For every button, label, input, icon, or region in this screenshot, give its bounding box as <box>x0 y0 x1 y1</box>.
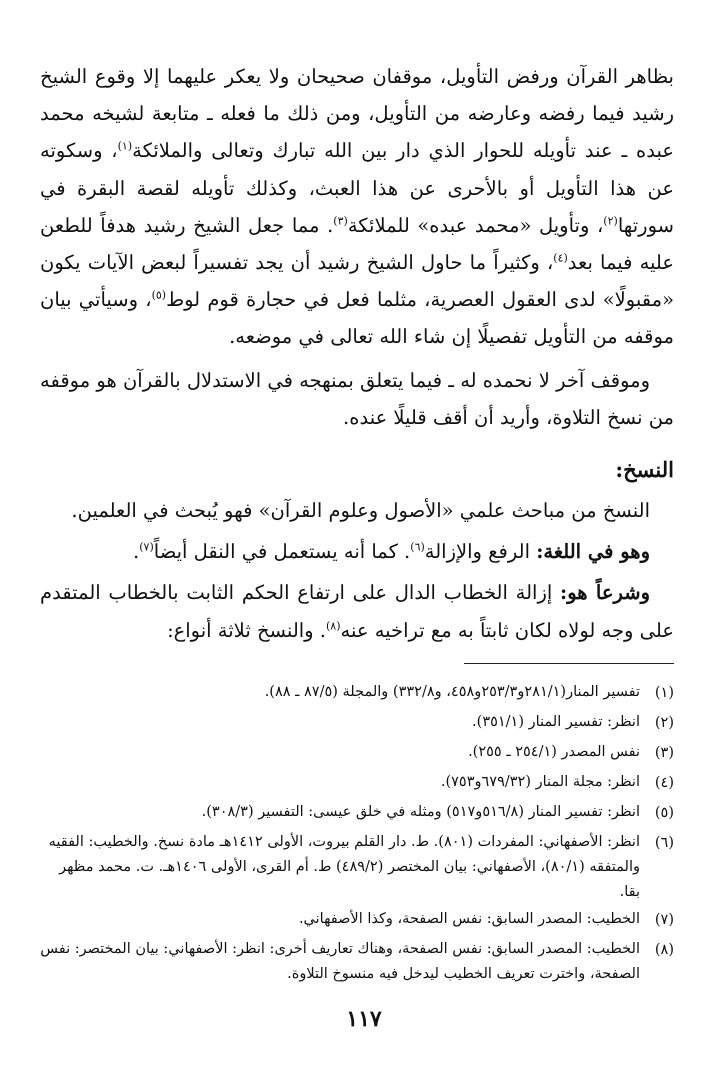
paragraph-1-text-b: ، وسكوته عن هذا التأويل أو بالأحرى عن هذا العبث، وكذلك تأويله لقصة البقرة في سورتها <box>40 139 674 237</box>
section-heading-naskh: النسخ: <box>615 457 674 483</box>
footnote-text: انظر: الأصفهاني: المفردات (٨٠١). ط. دار القلم بيروت، الأولى ١٤١٢هـ مادة نسخ. والخطيب: الفقيه والمتفقه (٨٠/١)، الأصفهاني: بيان المختصر (٤٨٩/٢) ط. أم القرى، الأولى ١٤٠٦هـ. ت. محمد مظهر بقا. <box>48 833 640 900</box>
paragraph-1-text-a: بظاهر القرآن ورفض التأويل، موقفان صحيحان ولا يعكر عليهما إلا وقوع الشيخ رشيد فيما رفضه وعارضه من التأويل، ومن ذلك ما فعله ـ متابعة لشيخه محمد عبده ـ عند تأويله للحوار الذي دار بين الله تبارك وتعالى والملائكة <box>40 65 674 163</box>
paragraph-1-text-c: ، وتأويل «محمد عبده» للملائكة <box>347 213 604 237</box>
footnote-number: (٢) <box>654 714 674 731</box>
footnote-separator <box>464 663 674 664</box>
footnote-number: (٧) <box>654 911 674 928</box>
footnote-number: (٤) <box>654 774 674 791</box>
footnote-number: (١) <box>654 684 674 701</box>
footnote-item <box>40 678 674 708</box>
footnote-ref-3[interactable]: (٣) <box>333 214 348 228</box>
paragraph-5-end: . والنسخ ثلاثة أنواع: <box>167 618 326 642</box>
page-body <box>40 58 674 1068</box>
footnote-list <box>40 678 674 987</box>
footnote-item <box>40 935 674 987</box>
paragraph-2: وموقف آخر لا نحمده له ـ فيما يتعلق بمنهجه في الاستدلال بالقرآن هو موقفه من نسخ التلاوة، وأريد أن أقف قليلًا عنده. <box>40 368 674 429</box>
footnote-number: (٦) <box>654 834 674 851</box>
footnote-number: (٨) <box>654 941 674 958</box>
footnote-item <box>40 798 674 828</box>
footnote-ref-6[interactable]: (٦) <box>410 540 425 554</box>
footnote-text: الخطيب: المصدر السابق: نفس الصفحة، وهناك تعاريف أخرى: انظر: الأصفهاني: بيان المختصر: نفس الصفحة، واخترت تعريف الخطيب ليدخل فيه منسوخ التلاوة. <box>40 940 640 982</box>
footnote-ref-4[interactable]: (٤) <box>553 251 568 265</box>
footnote-ref-5[interactable]: (٥) <box>151 288 167 302</box>
footnote-number: (٥) <box>654 804 674 821</box>
page-number: ١١٧ <box>346 1006 382 1032</box>
paragraph-4 <box>40 533 674 570</box>
footnote-text: الخطيب: المصدر السابق: نفس الصفحة، وكذا الأصفهاني. <box>298 910 640 927</box>
footnote-ref-7[interactable]: (٧) <box>139 540 154 554</box>
footnote-text: انظر: تفسير المنار (٣٥١/١). <box>472 713 640 730</box>
footnote-text: نفس المصدر (٢٥٤/١ ـ ٢٥٥). <box>468 743 640 760</box>
paragraph-4-end: . <box>133 540 140 564</box>
paragraph-5-text: إزالة الخطاب الدال على ارتفاع الحكم الثابت بالخطاب المتقدم على وجه لولاه لكان ثابتاً به مع تراخيه عنه <box>40 581 674 642</box>
paragraph-1 <box>40 58 674 356</box>
footnote-item <box>40 828 674 905</box>
footnote-item <box>40 905 674 935</box>
paragraph-4-label: وهو في اللغة: <box>536 540 650 564</box>
paragraph-3: النسخ من مباحث علمي «الأصول وعلوم القرآن» فهو يُبحث في العلمين. <box>71 499 650 523</box>
footnote-number: (٣) <box>654 744 674 761</box>
footnote-text: انظر: تفسير المنار (٥١٦/٨و٥١٧) ومثله في خلق عيسى: التفسير (٣٠٨/٣). <box>201 803 640 820</box>
paragraph-1-text-d: . مما جعل الشيخ رشيد هدفاً للطعن عليه فيما بعد <box>40 213 674 275</box>
paragraph-1-text-e: ، وكثيراً ما حاول الشيخ رشيد أن يجد تفسيراً لبعض الآيات يكون «مقبولًا» لدى العقول العصرية، مثلما فعل في حجارة قوم لوط <box>40 251 674 312</box>
paragraph-4-text: الرفع والإزالة <box>424 540 537 564</box>
paragraph-5-label: وشرعاً هو: <box>560 581 650 605</box>
paragraph-4-text-2: . كما أنه يستعمل في النقل أيضاً <box>153 540 411 564</box>
paragraph-5 <box>40 574 674 648</box>
footnote-item <box>40 738 674 768</box>
footnote-ref-1[interactable]: (١) <box>117 139 133 153</box>
footnote-ref-8[interactable]: (٨) <box>326 619 341 633</box>
paragraph-1-text-f: ، وسيأتي بيان موقفه من التأويل تفصيلًا إن شاء الله تعالى في موضعه. <box>40 288 674 349</box>
footnote-item <box>40 768 674 798</box>
footnote-item <box>40 708 674 738</box>
footnote-text: انظر: مجلة المنار (٦٧٩/٣٢و٧٥٣). <box>440 773 640 790</box>
footnote-ref-2[interactable]: (٢) <box>603 214 618 228</box>
footnote-text: تفسير المنار(٢٨١/١و٢٥٣/٣و٤٥٨، و٣٣٢/٨) والمجلة (٨٧/٥ ـ ٨٨). <box>264 683 640 700</box>
